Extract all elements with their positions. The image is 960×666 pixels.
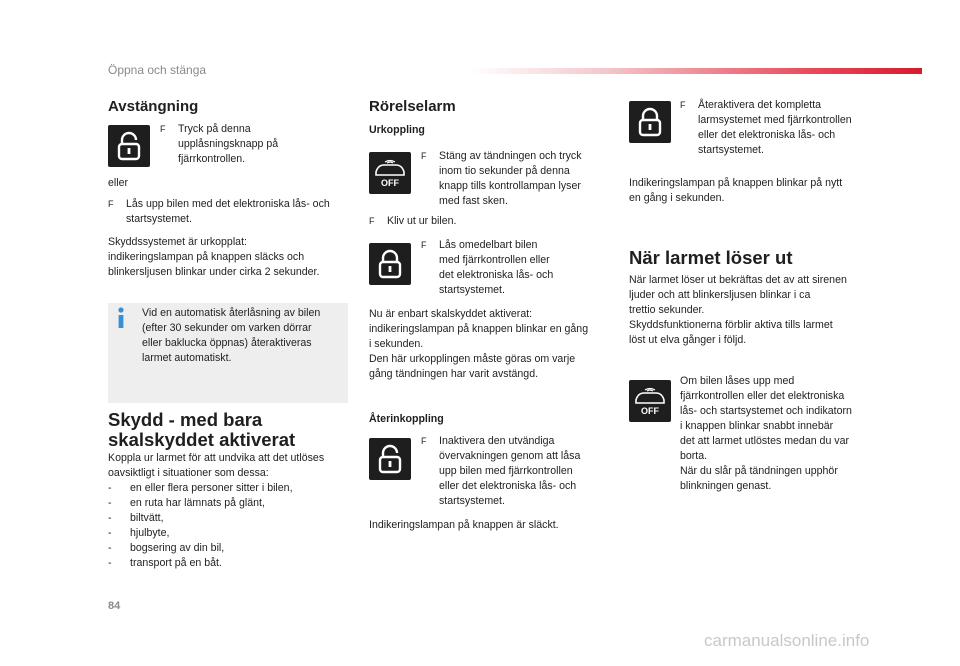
info-icon (114, 307, 128, 334)
paragraph-unlock-indicator: Om bilen låses upp med fjärrkontrollen eller det elektroniska lås- och startsystemet och indikatorn i knappen blinkar snabbt innebär det att larmet utlöstes medan du var borta. När du slår på tändningen upphör blinkningen genast. (680, 375, 852, 492)
bullet-reactivate-full: F Återaktivera det kompletta larmsystemet med fjärrkontrollen eller det elektroniska lås- och startsystemet. (680, 99, 852, 156)
paragraph-shell-only: Nu är enbart skalskyddet aktiverat: indikeringslampan på knappen blinkar en gång i sekunden. Den här urkopplingen måste göras om varje gång tändningen har varit avstängd. (369, 308, 589, 380)
or-text: eller (108, 177, 129, 189)
bullet-unlock-keyless: F Lås upp bilen med det elektroniska lås- och startsystemet. (108, 198, 330, 225)
bullet-mark: F (680, 100, 686, 110)
alarm-off-button-icon (369, 152, 411, 194)
bullet-mark: F (108, 199, 114, 209)
alarm-off-button-icon (629, 380, 671, 422)
paragraph-lamp-blinks: Indikeringslampan på knappen blinkar på nytt en gång i sekunden. (629, 177, 843, 204)
paragraph-alarm-triggered: När larmet löser ut bekräftas det av att sirenen ljuder och att blinkersljusen blinkar i ca trettio sekunder. Skyddsfunktionerna förblir aktiva tills larmet löst ut elva gånger i följd. (629, 274, 847, 346)
list-item: - en eller flera personer sitter i bilen, (108, 482, 293, 494)
paragraph-system-off: Skyddssystemet är urkopplat: indikeringslampan på knappen släcks och blinkersljusen blinkar under cirka 2 sekunder. (108, 236, 320, 278)
list-item: - hjulbyte, (108, 527, 170, 539)
section-title: Öppna och stänga (108, 63, 207, 77)
list-item: - en ruta har lämnats på glänt, (108, 497, 265, 509)
watermark: carmanualsonline.info (704, 631, 870, 650)
subheading-disable: Urkoppling (369, 124, 425, 136)
paragraph-lamp-off: Indikeringslampan på knappen är släckt. (369, 519, 559, 531)
heading-shell-protection: Skydd - med bara skalskyddet aktiverat (108, 409, 296, 450)
header-accent-line (470, 68, 922, 74)
bullet-mark: F (421, 436, 427, 446)
list-item: - biltvätt, (108, 512, 164, 524)
off-label: OFF (641, 406, 659, 416)
bullet-mark: F (421, 240, 427, 250)
bullet-exit-car: F Kliv ut ur bilen. (369, 215, 457, 227)
unlock-button-icon (369, 438, 411, 480)
paragraph-disable-intro: Koppla ur larmet för att undvika att det utlöses oavsiktligt i situationer som dessa: (108, 452, 325, 479)
heading-motion-alarm: Rörelselarm (369, 98, 456, 115)
lock-button-icon (369, 243, 411, 285)
lock-button-icon (629, 101, 671, 143)
bullet-press-unlock: F Tryck på denna upplåsningsknapp på fjärrkontrollen. (160, 123, 279, 165)
bullet-lock-immediately: F Lås omedelbart bilen med fjärrkontrollen eller det elektroniska lås- och startsystemet. (421, 239, 554, 296)
unlock-button-icon (108, 125, 150, 167)
bullet-ignition-off: F Stäng av tändningen och tryck inom tio sekunder på denna knapp tills kontrollampan lyser med fast sken. (421, 150, 582, 207)
bullet-mark: F (421, 151, 427, 161)
bullet-mark: F (369, 216, 375, 226)
heading-alarm-triggered: När larmet löser ut (629, 247, 793, 268)
heading-deactivation: Avstängning (108, 98, 199, 115)
subheading-reactivate: Återinkoppling (369, 413, 444, 425)
page-number: 84 (108, 600, 121, 612)
list-item: - bogsering av din bil, (108, 542, 225, 554)
off-label: OFF (381, 178, 399, 188)
situations-list (108, 481, 358, 571)
bullet-mark: F (160, 124, 166, 134)
bullet-deactivate-exterior: F Inaktivera den utvändiga övervakningen genom att låsa upp bilen med fjärrkontrollen eller det elektroniska lås- och startsystemet. (421, 435, 581, 507)
list-item: - transport på en båt. (108, 557, 222, 569)
info-text: Vid en automatisk återlåsning av bilen (efter 30 sekunder om varken dörrar eller baklucka öppnas) återaktiveras larmet automatiskt. (142, 307, 321, 364)
